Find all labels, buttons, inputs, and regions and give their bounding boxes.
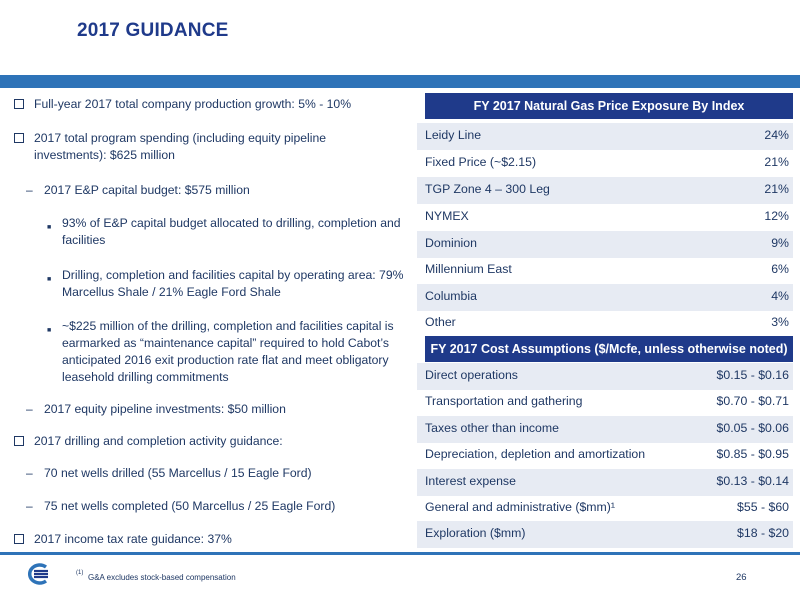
bullet-wells-completed: – 75 net wells completed (50 Marcellus / 25 Eagle Ford) xyxy=(26,499,336,513)
table-row: Direct operations $0.15 - $0.16 xyxy=(417,363,793,390)
bullet-ep-capital: – 2017 E&P capital budget: $575 million xyxy=(26,183,250,197)
page-title: 2017 GUIDANCE xyxy=(77,20,229,41)
table-row: Exploration ($mm) $18 - $20 xyxy=(417,521,793,548)
table-row: Transportation and gathering $0.70 - $0.71 xyxy=(425,394,789,408)
table-row: NYMEX 12% xyxy=(425,209,789,223)
checkbox-bullet-icon xyxy=(14,534,24,544)
dash-bullet-icon: – xyxy=(26,402,33,416)
table-row: Fixed Price (~$2.15) 21% xyxy=(425,155,789,169)
bullet-activity-guidance: 2017 drilling and completion activity guidance: xyxy=(14,433,409,450)
square-bullet-icon: ■ xyxy=(47,224,52,231)
table-row: TGP Zone 4 – 300 Leg 21% xyxy=(417,177,793,204)
table-row: Other 3% xyxy=(425,315,789,329)
table-row: Depreciation, depletion and amortization $0.85 - $0.95 xyxy=(425,447,789,461)
bullet-maintenance-capital: ■ ~$225 million of the drilling, completion and facilities capital is earmarked as “maintenance capital” required to hold Cabot’s anticipated 2016 exit production rate flat and meet obligatory leasehold drilling commitments xyxy=(47,319,394,384)
checkbox-bullet-icon xyxy=(14,133,24,143)
cabot-logo-icon xyxy=(22,563,52,585)
footnote: G&A excludes stock-based compensation xyxy=(88,573,236,582)
bullet-equity-pipeline: – 2017 equity pipeline investments: $50 million xyxy=(26,402,286,416)
table-row: Interest expense $0.13 - $0.14 xyxy=(417,469,793,496)
square-bullet-icon: ■ xyxy=(47,327,52,334)
bullet-program-spending: 2017 total program spending (including equity pipeline investments): $625 million xyxy=(14,130,374,164)
table-row: Dominion 9% xyxy=(417,231,793,258)
checkbox-bullet-icon xyxy=(14,99,24,109)
bullet-drilling-allocation: ■ 93% of E&P capital budget allocated to drilling, completion and facilities xyxy=(47,216,401,247)
table-row: Millennium East 6% xyxy=(425,262,789,276)
table-row: General and administrative ($mm)¹ $55 - $60 xyxy=(425,500,789,514)
dash-bullet-icon: – xyxy=(26,183,33,197)
bullet-income-tax: 2017 income tax rate guidance: 37% xyxy=(14,531,409,548)
dash-bullet-icon: – xyxy=(26,466,33,480)
table-row: Leidy Line 24% xyxy=(417,123,793,150)
checkbox-bullet-icon xyxy=(14,436,24,446)
bullet-capital-by-area: ■ Drilling, completion and facilities capital by operating area: 79% Marcellus Shale / 21% Eagle Ford Shale xyxy=(47,268,404,299)
table-row: Columbia 4% xyxy=(417,284,793,311)
square-bullet-icon: ■ xyxy=(47,276,52,283)
dash-bullet-icon: – xyxy=(26,499,33,513)
page-number: 26 xyxy=(736,572,747,583)
footer-rule xyxy=(0,552,800,555)
header-rule xyxy=(0,75,800,88)
table-row: Taxes other than income $0.05 - $0.06 xyxy=(417,416,793,443)
cost-assumptions-header: FY 2017 Cost Assumptions ($/Mcfe, unless otherwise noted) xyxy=(425,336,793,362)
footnote-marker: (1) xyxy=(76,570,84,576)
bullet-wells-drilled: – 70 net wells drilled (55 Marcellus / 15 Eagle Ford) xyxy=(26,466,312,480)
gas-exposure-header: FY 2017 Natural Gas Price Exposure By Index xyxy=(425,93,793,119)
bullet-production-growth: Full-year 2017 total company production growth: 5% - 10% xyxy=(14,96,351,113)
